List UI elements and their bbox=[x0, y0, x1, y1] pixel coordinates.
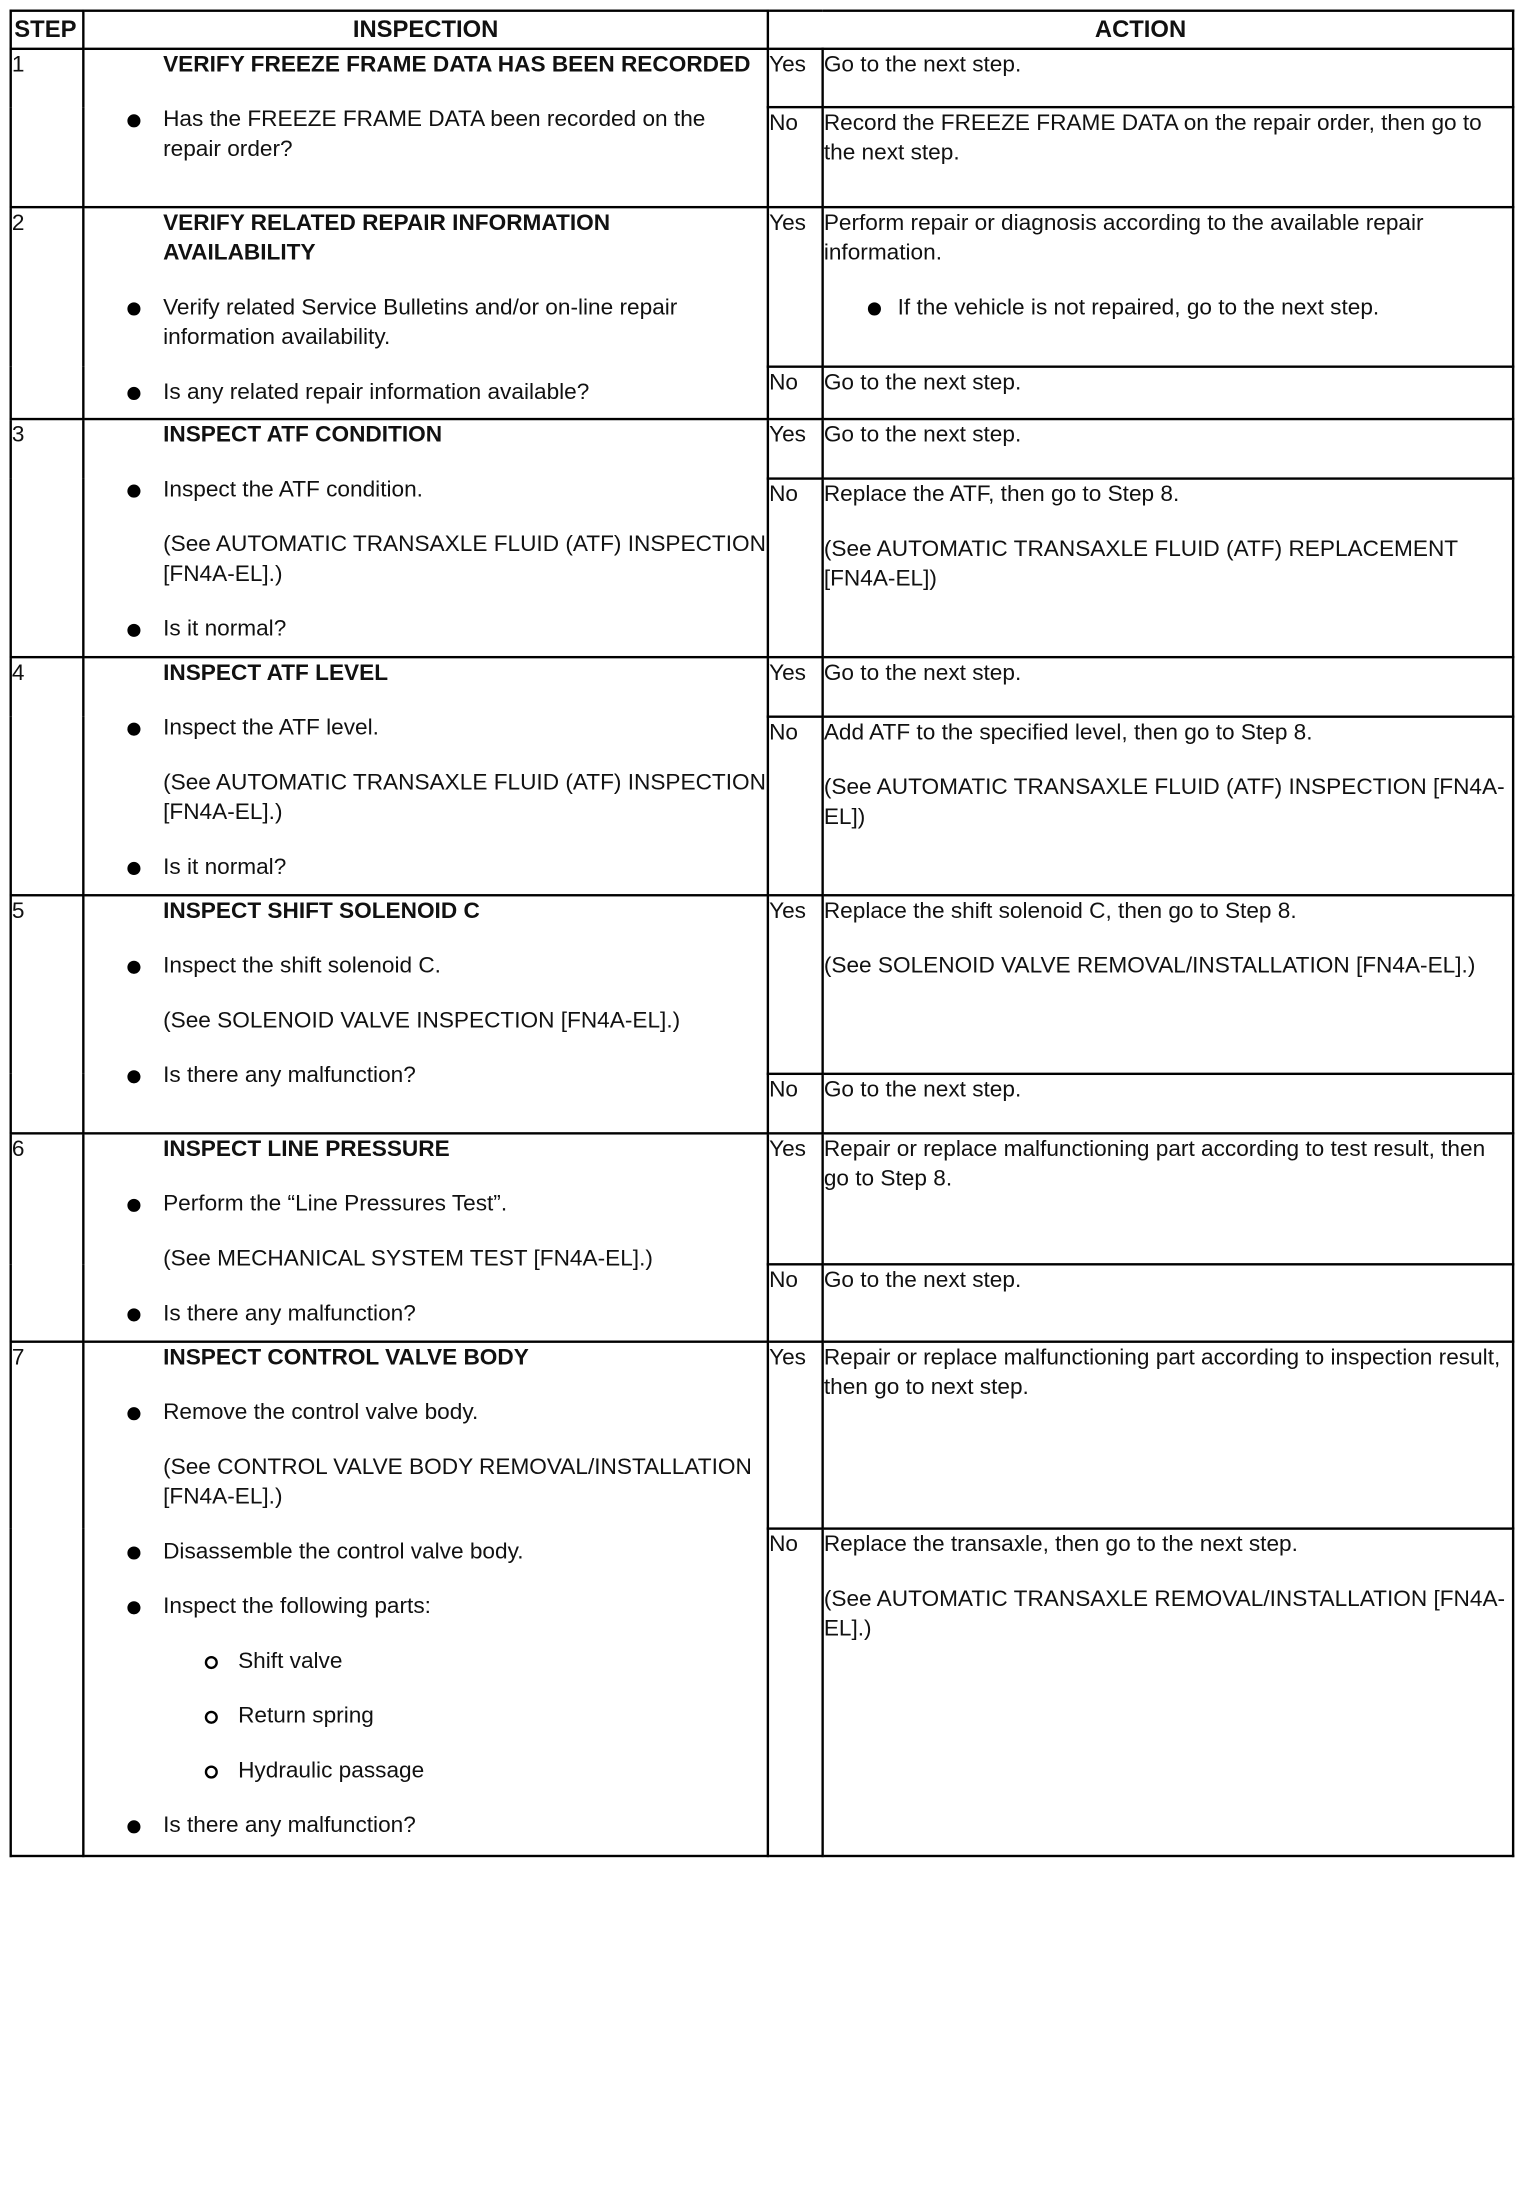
step-5-yes-row bbox=[11, 895, 1513, 1074]
step-2-inspection bbox=[83, 207, 768, 419]
no-action-reference: (See AUTOMATIC TRANSAXLE REMOVAL/INSTALLATION [FN4A-EL].) bbox=[823, 1586, 1506, 1642]
yes-action bbox=[823, 49, 1514, 107]
step-3-inspection bbox=[83, 419, 768, 657]
part-list-item: Hydraulic passage bbox=[85, 1756, 767, 1786]
inspection-reference: (See CONTROL VALVE BODY REMOVAL/INSTALLATION [FN4A-EL].) bbox=[163, 1454, 752, 1510]
step-number: 6 bbox=[11, 1133, 84, 1341]
part-list-item: Return spring bbox=[85, 1701, 767, 1731]
step-6-inspection bbox=[83, 1133, 768, 1341]
inspection-reference: (See SOLENOID VALVE INSPECTION [FN4A-EL].) bbox=[163, 1008, 681, 1034]
step-number: 5 bbox=[11, 895, 84, 1133]
step-number: 7 bbox=[11, 1342, 84, 1856]
step-title: INSPECT ATF CONDITION bbox=[163, 422, 443, 448]
step-3-yes-row bbox=[11, 419, 1513, 479]
no-action-reference: (See AUTOMATIC TRANSAXLE FLUID (ATF) INSPECTION [FN4A-EL]) bbox=[823, 775, 1505, 830]
step-4-inspection bbox=[83, 657, 768, 895]
no-action bbox=[823, 717, 1514, 896]
no-action-text: Go to the next step. bbox=[823, 370, 1022, 396]
no-action-text: Replace the ATF, then go to Step 8. bbox=[823, 482, 1180, 508]
yes-action-text: Replace the shift solenoid C, then go to Step 8. bbox=[823, 898, 1297, 924]
yes-label: Yes bbox=[768, 1342, 823, 1529]
yes-action bbox=[823, 657, 1514, 717]
inspection-column-header: INSPECTION bbox=[83, 11, 768, 49]
step-number: 3 bbox=[11, 419, 84, 657]
yes-label: Yes bbox=[768, 49, 823, 107]
step-7-inspection bbox=[83, 1342, 768, 1856]
yes-action-text: Repair or replace malfunctioning part according to inspection result, then go to next step. bbox=[823, 1345, 1501, 1401]
yes-label: Yes bbox=[768, 895, 823, 1074]
no-label: No bbox=[768, 367, 823, 419]
part-list-item: Shift valve bbox=[85, 1646, 767, 1676]
no-label: No bbox=[768, 107, 823, 207]
step-title: INSPECT CONTROL VALVE BODY bbox=[163, 1345, 529, 1371]
step-title: INSPECT ATF LEVEL bbox=[163, 660, 389, 686]
no-action-text: Replace the transaxle, then go to the next step. bbox=[823, 1532, 1298, 1558]
inspection-bullet: Inspect the ATF condition. bbox=[85, 475, 767, 505]
no-action bbox=[823, 367, 1514, 419]
no-action-text: Go to the next step. bbox=[823, 1267, 1022, 1293]
action-bullet: If the vehicle is not repaired, go to the next step. bbox=[824, 293, 1512, 323]
inspection-bullet: Perform the “Line Pressures Test”. bbox=[85, 1189, 767, 1219]
yes-action bbox=[823, 419, 1514, 479]
step-7-yes-row bbox=[11, 1342, 1513, 1529]
yes-action bbox=[823, 1133, 1514, 1264]
yes-label: Yes bbox=[768, 1133, 823, 1264]
inspection-bullet: Inspect the following parts: bbox=[85, 1592, 767, 1622]
inspection-bullet: Verify related Service Bulletins and/or on-line repair information availability. bbox=[85, 293, 767, 353]
no-label: No bbox=[768, 1529, 823, 1856]
inspection-bullet: Is there any malfunction? bbox=[85, 1061, 767, 1091]
step-4-yes-row bbox=[11, 657, 1513, 717]
no-action-text: Add ATF to the specified level, then go to Step 8. bbox=[823, 720, 1313, 746]
step-1-yes-row bbox=[11, 49, 1513, 107]
no-action bbox=[823, 107, 1514, 207]
no-action bbox=[823, 1074, 1514, 1134]
step-title: VERIFY FREEZE FRAME DATA HAS BEEN RECORDED bbox=[163, 52, 751, 78]
no-label: No bbox=[768, 717, 823, 896]
yes-action bbox=[823, 207, 1514, 367]
step-title: INSPECT LINE PRESSURE bbox=[163, 1136, 450, 1162]
inspection-reference: (See MECHANICAL SYSTEM TEST [FN4A-EL].) bbox=[163, 1246, 653, 1272]
yes-action-text: Perform repair or diagnosis according to the available repair information. bbox=[823, 210, 1424, 266]
step-2-yes-row bbox=[11, 207, 1513, 367]
yes-action-text: Go to the next step. bbox=[823, 660, 1022, 686]
inspection-bullet: Is it normal? bbox=[85, 614, 767, 644]
inspection-bullet: Inspect the ATF level. bbox=[85, 713, 767, 743]
step-1-inspection bbox=[83, 49, 768, 207]
yes-label: Yes bbox=[768, 657, 823, 717]
inspection-bullet: Is it normal? bbox=[85, 852, 767, 882]
inspection-bullet: Is any related repair information available? bbox=[85, 377, 767, 407]
yes-action-text: Go to the next step. bbox=[823, 422, 1022, 448]
inspection-bullet: Is there any malfunction? bbox=[85, 1299, 767, 1329]
step-number: 2 bbox=[11, 207, 84, 419]
no-action bbox=[823, 1529, 1514, 1856]
table-header-row bbox=[11, 11, 1513, 49]
yes-label: Yes bbox=[768, 419, 823, 479]
action-column-header: ACTION bbox=[768, 11, 1513, 49]
inspection-reference: (See AUTOMATIC TRANSAXLE FLUID (ATF) INSPECTION [FN4A-EL].) bbox=[163, 532, 766, 587]
no-action-text: Record the FREEZE FRAME DATA on the repair order, then go to the next step. bbox=[823, 110, 1482, 166]
yes-action bbox=[823, 1342, 1514, 1529]
yes-action-text: Repair or replace malfunctioning part according to test result, then go to Step 8. bbox=[823, 1136, 1486, 1192]
step-5-inspection bbox=[83, 895, 768, 1133]
inspection-bullet: Has the FREEZE FRAME DATA been recorded on the repair order? bbox=[85, 105, 767, 165]
no-label: No bbox=[768, 1074, 823, 1134]
diagnostic-procedure-table bbox=[10, 10, 1515, 1858]
step-number: 1 bbox=[11, 49, 84, 207]
inspection-bullet: Disassemble the control valve body. bbox=[85, 1537, 767, 1567]
no-action bbox=[823, 479, 1514, 658]
step-title: INSPECT SHIFT SOLENOID C bbox=[163, 898, 480, 924]
yes-action-reference: (See SOLENOID VALVE REMOVAL/INSTALLATION [FN4A-EL].) bbox=[823, 953, 1476, 979]
step-6-yes-row bbox=[11, 1133, 1513, 1264]
step-column-header: STEP bbox=[11, 11, 84, 49]
yes-action-text: Go to the next step. bbox=[823, 52, 1022, 78]
no-action-reference: (See AUTOMATIC TRANSAXLE FLUID (ATF) REPLACEMENT [FN4A-EL]) bbox=[823, 536, 1458, 592]
inspection-bullet: Inspect the shift solenoid C. bbox=[85, 951, 767, 981]
inspection-bullet: Remove the control valve body. bbox=[85, 1398, 767, 1428]
yes-label: Yes bbox=[768, 207, 823, 367]
step-title: VERIFY RELATED REPAIR INFORMATION AVAILABILITY bbox=[163, 210, 611, 266]
no-action-text: Go to the next step. bbox=[823, 1077, 1022, 1103]
no-label: No bbox=[768, 479, 823, 658]
step-number: 4 bbox=[11, 657, 84, 895]
inspection-reference: (See AUTOMATIC TRANSAXLE FLUID (ATF) INSPECTION [FN4A-EL].) bbox=[163, 770, 766, 826]
yes-action bbox=[823, 895, 1514, 1074]
no-label: No bbox=[768, 1264, 823, 1341]
no-action bbox=[823, 1264, 1514, 1341]
inspection-bullet: Is there any malfunction? bbox=[85, 1811, 767, 1841]
